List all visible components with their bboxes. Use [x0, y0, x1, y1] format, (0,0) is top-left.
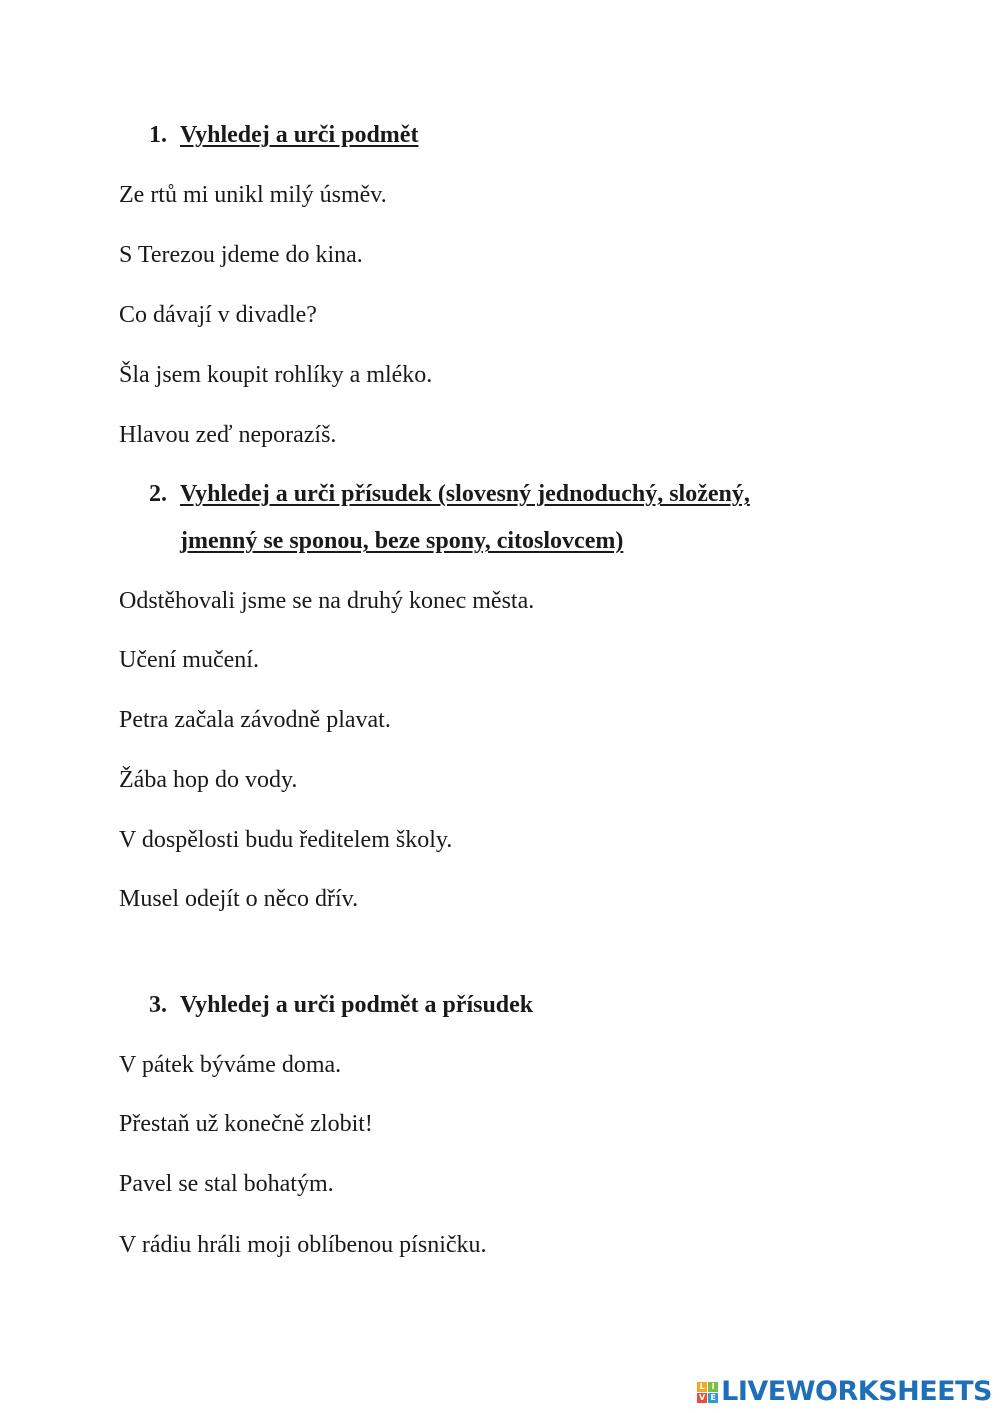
section-1-item-5: Hlavou zeď neporazíš.: [119, 422, 337, 448]
section-3-item-4: V rádiu hráli moji oblíbenou písničku.: [119, 1232, 487, 1258]
section-3-heading: [149, 990, 533, 1020]
section-2-item-1: Odstěhovali jsme se na druhý konec města.: [119, 588, 535, 614]
section-1-number: 1.: [149, 122, 167, 148]
section-3-item-1: V pátek býváme doma.: [119, 1052, 342, 1078]
section-1-title: Vyhledej a urči podmět: [180, 122, 419, 148]
logo-mark-v: V: [699, 1392, 706, 1402]
section-2-item-2: Učení mučení.: [119, 647, 259, 673]
section-2-heading: [149, 479, 750, 509]
section-3-title: Vyhledej a urči podmět a přísudek: [180, 992, 534, 1018]
liveworksheets-logo[interactable]: [697, 1377, 992, 1407]
logo-mark-l: L: [697, 1382, 707, 1392]
logo-mark-i: I: [708, 1382, 718, 1392]
section-2-item-3: Petra začala závodně plavat.: [119, 707, 391, 733]
section-1-item-1: Ze rtů mi unikl milý úsměv.: [119, 182, 387, 208]
section-1-item-3: Co dávají v divadle?: [119, 302, 317, 328]
section-3-number: 3.: [149, 992, 167, 1018]
section-2-item-6: Musel odejít o něco dřív.: [119, 886, 359, 912]
section-1-heading: [149, 120, 418, 150]
section-2-title: Vyhledej a urči přísudek (slovesný jednoduchý, složený,: [180, 481, 750, 507]
section-2-item-5: V dospělosti budu ředitelem školy.: [119, 827, 453, 853]
section-3-item-3: Pavel se stal bohatým.: [119, 1171, 334, 1197]
section-3-item-2: Přestaň už konečně zlobit!: [119, 1111, 373, 1137]
section-2-item-4: Žába hop do vody.: [119, 767, 298, 793]
section-2-number: 2.: [149, 481, 167, 507]
logo-mark-e: E: [708, 1393, 718, 1403]
section-2-title-continuation: jmenný se sponou, beze spony, citoslovcem): [180, 528, 624, 554]
section-1-item-2: S Terezou jdeme do kina.: [119, 242, 363, 268]
logo-text: LIVEWORKSHEETS: [721, 1376, 992, 1407]
liveworksheets-logo-icon: [697, 1382, 718, 1403]
section-1-item-4: Šla jsem koupit rohlíky a mléko.: [119, 362, 433, 388]
